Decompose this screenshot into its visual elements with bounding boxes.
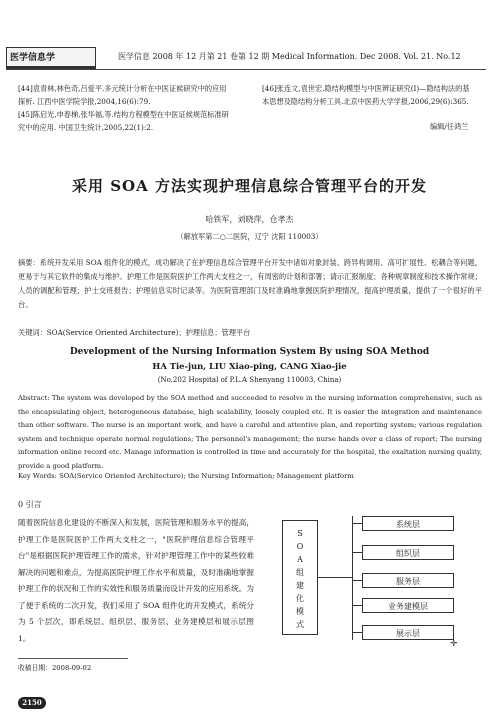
body-text: 随着医院信息化建设的不断深入和发展，医院管理和服务水平的提高，护理工作是医院医护工作两大支柱之一，"医院护理信息综合管理平台"是根据医院护理管理工作的需求，针对护理管理工作中的某些较难解决的问题和难点，为提高医院护理工作水平和质量，及时准确地掌握护理工作的状况和工作的实效性和服务质量而设计开发的应用系统。为了便于系统的二次开发，我们采用了 SOA 组件化的开发模式，系统分为 5 个层次，即系统层、组织层、服务层、业务建模层和展示层图 1。 xyxy=(18,518,254,643)
editor-note: 编辑/任鸿兰 xyxy=(430,122,469,131)
affiliation-en: (No.202 Hospital of P.L.A Shenyang 110003, China) xyxy=(157,376,342,384)
footnote-rule xyxy=(18,658,128,659)
abstract-cn: 摘要：系统开发采用 SOA 组件化的模式，成功解决了在护理信息综合管理平台开发中诸如对象封装、跨异构调用、高可扩展性、松耦合等问题，更易于与其它软件的集成与维护。护理工作是医院医护工作两大支柱之一，有周密的计划和部署；请示汇报制度；各种规章制度和技术操作常规；人员的调配和管理；护士交班报告；护理信息实时记录等。为医院管理部门及时准确地掌握医院护理情况，提高护理质量，提供了一个很好的平台。 xyxy=(18,258,482,309)
reference-line: [46]张连文,袁世宏.隐结构模型与中医辨证研究(I)—隐结构法的基 xyxy=(262,84,470,93)
connector xyxy=(352,523,362,524)
received-date: 收稿日期：2008-09-02 xyxy=(18,664,92,672)
connector xyxy=(352,552,362,553)
reference-line: [44]袁青林,林色奇,吕爱平.多元统计分析在中医证候研究中的应用 xyxy=(18,84,227,93)
layer-business-modeling: 业务建模层 xyxy=(362,598,454,613)
references-left xyxy=(18,82,243,134)
paper-title-en: Development of the Nursing Information System By using SOA Method xyxy=(69,347,430,357)
abstract-en: Abstract: The system was developed by the SOA method and succeeded to resolve in the nursing information comprehensive, such as the encapsulating object, heterogeneous database, high scalability, loosely coupled etc. It is easier the integration and maintenance than other software. The nurse is an important work, and have a careful and attentive plan, and reporting system; various regulation system and technique operate normal regulations; The personnel's management; the nurse hands over a class of report; The nursing information online record etc. Manage information is controlled in time and accurately for the hospital, the exaltation nursing quality, provide a good platform. xyxy=(18,394,482,470)
layer-organization: 组织层 xyxy=(362,545,454,560)
page-number: 2150 xyxy=(18,697,46,709)
running-header: 医学信息 2008 年 12 月第 21 卷第 12 期 Medical Information. Dec 2008. Vol. 21. No.12 xyxy=(118,52,461,61)
cross-marker-icon: ✛ xyxy=(450,639,458,649)
keywords-cn: 关键词：SOA(Service Oriented Architecture)；护理信息；管理平台 xyxy=(18,328,251,337)
authors-en: HA Tie-jun, LIU Xiao-ping, CANG Xiao-jie xyxy=(152,361,347,371)
section-heading: 0 引言 xyxy=(18,500,42,509)
layer-spine xyxy=(352,516,353,640)
connector xyxy=(352,580,362,581)
soa-component-box xyxy=(282,520,318,635)
journal-logo: 医学信息学 xyxy=(6,47,96,67)
header-rule xyxy=(6,69,486,70)
authors-cn: 哈铁军，刘晓萍，仓孝杰 xyxy=(205,215,294,224)
keywords-en: Key Words: SOA(Service Oriented Architecture); the Nursing Information; Management platform xyxy=(18,472,354,480)
layer-service: 服务层 xyxy=(362,573,454,588)
reference-line: 究中的应用. 中国卫生统计,2005,22(1):2. xyxy=(18,123,154,132)
connector xyxy=(352,605,362,606)
affiliation-cn: （解放军第二○二医院，辽宁 沈阳 110003） xyxy=(176,232,323,241)
soa-label: SOA组建化模式 xyxy=(296,529,304,629)
reference-line: 探析. 江西中医学院学报,2004,16(6):79. xyxy=(18,97,151,106)
layer-system: 系统层 xyxy=(362,516,454,531)
connector xyxy=(318,577,352,578)
connector xyxy=(352,632,362,633)
reference-line: [45]陈启光,申春梯,张华福,等.结构方程模型在中医证候规范标准研 xyxy=(18,110,229,119)
layer-presentation: 展示层 xyxy=(362,625,454,640)
paper-title-cn: 采用 SOA 方法实现护理信息综合管理平台的开发 xyxy=(72,177,427,195)
reference-line: 本思想及隐结构分析工具.北京中医药大学学报,2006,29(6):365. xyxy=(262,97,469,106)
references-right xyxy=(262,82,492,108)
